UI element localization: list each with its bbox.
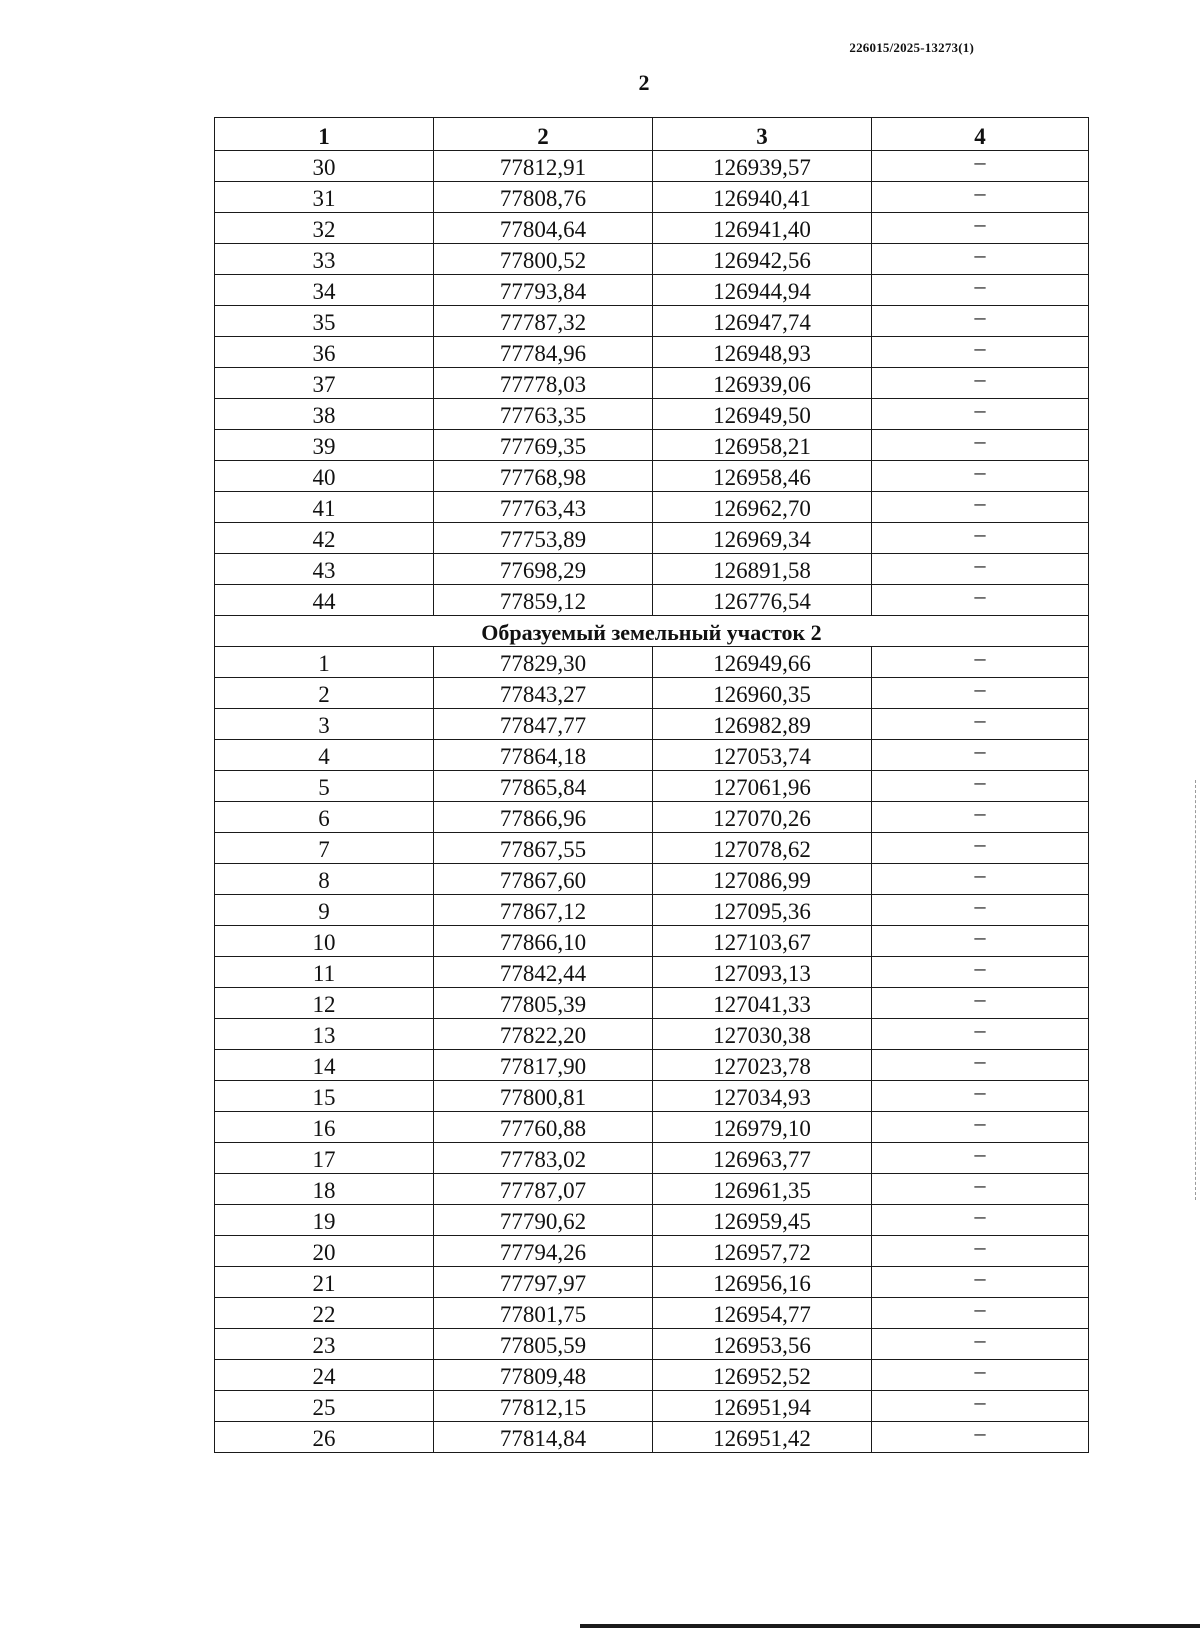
y-coordinate-cell: 126957,72: [653, 1236, 872, 1267]
point-number-cell: 7: [215, 833, 434, 864]
y-coordinate-cell: 126958,21: [653, 430, 872, 461]
y-coordinate-cell: 126959,45: [653, 1205, 872, 1236]
x-coordinate-cell: 77829,30: [434, 647, 653, 678]
point-number-cell: 35: [215, 306, 434, 337]
y-coordinate-cell: 127030,38: [653, 1019, 872, 1050]
y-coordinate-cell: 126951,42: [653, 1422, 872, 1453]
point-number-cell: 21: [215, 1267, 434, 1298]
note-cell: –: [872, 1422, 1089, 1453]
note-cell: –: [872, 1174, 1089, 1205]
x-coordinate-cell: 77769,35: [434, 430, 653, 461]
point-number-cell: 15: [215, 1081, 434, 1112]
note-cell: –: [872, 1298, 1089, 1329]
x-coordinate-cell: 77797,97: [434, 1267, 653, 1298]
note-cell: –: [872, 1267, 1089, 1298]
table-row: [215, 988, 1089, 1019]
note-cell: –: [872, 647, 1089, 678]
y-coordinate-cell: 126956,16: [653, 1267, 872, 1298]
y-coordinate-cell: 127093,13: [653, 957, 872, 988]
table-row: [215, 1267, 1089, 1298]
y-coordinate-cell: 127095,36: [653, 895, 872, 926]
point-number-cell: 6: [215, 802, 434, 833]
note-cell: –: [872, 213, 1089, 244]
section-title: Образуемый земельный участок 2: [215, 616, 1089, 647]
point-number-cell: 24: [215, 1360, 434, 1391]
y-coordinate-cell: 127078,62: [653, 833, 872, 864]
y-coordinate-cell: 126941,40: [653, 213, 872, 244]
table-section: [215, 616, 1089, 647]
note-cell: –: [872, 1360, 1089, 1391]
point-number-cell: 2: [215, 678, 434, 709]
y-coordinate-cell: 126958,46: [653, 461, 872, 492]
point-number-cell: 31: [215, 182, 434, 213]
point-number-cell: 13: [215, 1019, 434, 1050]
y-coordinate-cell: 126939,57: [653, 151, 872, 182]
note-cell: –: [872, 1081, 1089, 1112]
x-coordinate-cell: 77801,75: [434, 1298, 653, 1329]
y-coordinate-cell: 127086,99: [653, 864, 872, 895]
table-row: [215, 430, 1089, 461]
point-number-cell: 43: [215, 554, 434, 585]
y-coordinate-cell: 126947,74: [653, 306, 872, 337]
table-row: [215, 864, 1089, 895]
x-coordinate-cell: 77814,84: [434, 1422, 653, 1453]
point-number-cell: 14: [215, 1050, 434, 1081]
table-row: [215, 1112, 1089, 1143]
table-row: [215, 1081, 1089, 1112]
x-coordinate-cell: 77783,02: [434, 1143, 653, 1174]
table-row: [215, 306, 1089, 337]
note-cell: –: [872, 1329, 1089, 1360]
note-cell: –: [872, 306, 1089, 337]
table-row: [215, 1298, 1089, 1329]
column-header-4: 4: [872, 118, 1089, 151]
note-cell: –: [872, 864, 1089, 895]
table-row: [215, 1019, 1089, 1050]
note-cell: –: [872, 585, 1089, 616]
point-number-cell: 18: [215, 1174, 434, 1205]
note-cell: –: [872, 709, 1089, 740]
y-coordinate-cell: 126963,77: [653, 1143, 872, 1174]
note-cell: –: [872, 461, 1089, 492]
note-cell: –: [872, 895, 1089, 926]
x-coordinate-cell: 77809,48: [434, 1360, 653, 1391]
note-cell: –: [872, 492, 1089, 523]
y-coordinate-cell: 127034,93: [653, 1081, 872, 1112]
table-row: [215, 1329, 1089, 1360]
table-row: [215, 523, 1089, 554]
page-number: 2: [638, 70, 650, 95]
table-row: [215, 399, 1089, 430]
point-number-cell: 26: [215, 1422, 434, 1453]
note-cell: –: [872, 368, 1089, 399]
y-coordinate-cell: 126961,35: [653, 1174, 872, 1205]
point-number-cell: 30: [215, 151, 434, 182]
x-coordinate-cell: 77760,88: [434, 1112, 653, 1143]
table-row: [215, 802, 1089, 833]
x-coordinate-cell: 77768,98: [434, 461, 653, 492]
x-coordinate-cell: 77753,89: [434, 523, 653, 554]
table-row: [215, 1422, 1089, 1453]
note-cell: –: [872, 1391, 1089, 1422]
y-coordinate-cell: 126952,52: [653, 1360, 872, 1391]
point-number-cell: 25: [215, 1391, 434, 1422]
table-row: [215, 1143, 1089, 1174]
table-row: [215, 275, 1089, 306]
coordinates-table: [214, 117, 1089, 1453]
table-row: [215, 1391, 1089, 1422]
x-coordinate-cell: 77793,84: [434, 275, 653, 306]
x-coordinate-cell: 77800,81: [434, 1081, 653, 1112]
point-number-cell: 20: [215, 1236, 434, 1267]
note-cell: –: [872, 182, 1089, 213]
x-coordinate-cell: 77794,26: [434, 1236, 653, 1267]
point-number-cell: 39: [215, 430, 434, 461]
table-row: [215, 1050, 1089, 1081]
point-number-cell: 38: [215, 399, 434, 430]
x-coordinate-cell: 77804,64: [434, 213, 653, 244]
table-row: [215, 244, 1089, 275]
y-coordinate-cell: 126969,34: [653, 523, 872, 554]
note-cell: –: [872, 399, 1089, 430]
note-cell: –: [872, 554, 1089, 585]
y-coordinate-cell: 126960,35: [653, 678, 872, 709]
table-row: [215, 895, 1089, 926]
note-cell: –: [872, 1236, 1089, 1267]
x-coordinate-cell: 77787,07: [434, 1174, 653, 1205]
y-coordinate-cell: 126939,06: [653, 368, 872, 399]
point-number-cell: 3: [215, 709, 434, 740]
point-number-cell: 33: [215, 244, 434, 275]
note-cell: –: [872, 678, 1089, 709]
table-row: [215, 833, 1089, 864]
point-number-cell: 34: [215, 275, 434, 306]
table-row: [215, 771, 1089, 802]
column-header-1: 1: [215, 118, 434, 151]
table-row: [215, 957, 1089, 988]
section-row: [215, 616, 1089, 647]
note-cell: –: [872, 957, 1089, 988]
y-coordinate-cell: 126944,94: [653, 275, 872, 306]
table-header-row: [215, 118, 1089, 151]
note-cell: –: [872, 1143, 1089, 1174]
point-number-cell: 5: [215, 771, 434, 802]
x-coordinate-cell: 77763,43: [434, 492, 653, 523]
point-number-cell: 37: [215, 368, 434, 399]
point-number-cell: 17: [215, 1143, 434, 1174]
document-number: 226015/2025-13273(1): [849, 40, 974, 55]
table-row: [215, 1174, 1089, 1205]
x-coordinate-cell: 77843,27: [434, 678, 653, 709]
note-cell: –: [872, 833, 1089, 864]
y-coordinate-cell: 126982,89: [653, 709, 872, 740]
y-coordinate-cell: 127061,96: [653, 771, 872, 802]
x-coordinate-cell: 77817,90: [434, 1050, 653, 1081]
point-number-cell: 10: [215, 926, 434, 957]
x-coordinate-cell: 77812,91: [434, 151, 653, 182]
point-number-cell: 32: [215, 213, 434, 244]
x-coordinate-cell: 77800,52: [434, 244, 653, 275]
y-coordinate-cell: 126942,56: [653, 244, 872, 275]
table-row: [215, 554, 1089, 585]
table-row: [215, 678, 1089, 709]
y-coordinate-cell: 126776,54: [653, 585, 872, 616]
y-coordinate-cell: 126953,56: [653, 1329, 872, 1360]
table-row: [215, 151, 1089, 182]
x-coordinate-cell: 77790,62: [434, 1205, 653, 1236]
x-coordinate-cell: 77805,39: [434, 988, 653, 1019]
x-coordinate-cell: 77778,03: [434, 368, 653, 399]
note-cell: –: [872, 430, 1089, 461]
y-coordinate-cell: 126951,94: [653, 1391, 872, 1422]
table-row: [215, 182, 1089, 213]
scan-bottom-line: [580, 1624, 1200, 1628]
table-row: [215, 709, 1089, 740]
scan-edge-mark: [1194, 780, 1196, 1200]
table-body-bottom: [215, 647, 1089, 1453]
point-number-cell: 42: [215, 523, 434, 554]
note-cell: –: [872, 151, 1089, 182]
x-coordinate-cell: 77867,60: [434, 864, 653, 895]
y-coordinate-cell: 127041,33: [653, 988, 872, 1019]
note-cell: –: [872, 802, 1089, 833]
point-number-cell: 1: [215, 647, 434, 678]
column-header-3: 3: [653, 118, 872, 151]
x-coordinate-cell: 77866,10: [434, 926, 653, 957]
note-cell: –: [872, 523, 1089, 554]
x-coordinate-cell: 77784,96: [434, 337, 653, 368]
x-coordinate-cell: 77842,44: [434, 957, 653, 988]
point-number-cell: 41: [215, 492, 434, 523]
note-cell: –: [872, 244, 1089, 275]
table-body-top: [215, 151, 1089, 616]
point-number-cell: 40: [215, 461, 434, 492]
y-coordinate-cell: 127023,78: [653, 1050, 872, 1081]
table-row: [215, 213, 1089, 244]
y-coordinate-cell: 127053,74: [653, 740, 872, 771]
column-header-2: 2: [434, 118, 653, 151]
note-cell: –: [872, 926, 1089, 957]
table-row: [215, 740, 1089, 771]
y-coordinate-cell: 126948,93: [653, 337, 872, 368]
x-coordinate-cell: 77698,29: [434, 554, 653, 585]
y-coordinate-cell: 127103,67: [653, 926, 872, 957]
x-coordinate-cell: 77805,59: [434, 1329, 653, 1360]
note-cell: –: [872, 771, 1089, 802]
point-number-cell: 23: [215, 1329, 434, 1360]
x-coordinate-cell: 77763,35: [434, 399, 653, 430]
y-coordinate-cell: 126949,66: [653, 647, 872, 678]
point-number-cell: 9: [215, 895, 434, 926]
table-row: [215, 368, 1089, 399]
y-coordinate-cell: 126954,77: [653, 1298, 872, 1329]
point-number-cell: 4: [215, 740, 434, 771]
table-row: [215, 337, 1089, 368]
table-row: [215, 926, 1089, 957]
table-row: [215, 1360, 1089, 1391]
x-coordinate-cell: 77859,12: [434, 585, 653, 616]
note-cell: –: [872, 337, 1089, 368]
y-coordinate-cell: 126940,41: [653, 182, 872, 213]
point-number-cell: 11: [215, 957, 434, 988]
y-coordinate-cell: 126962,70: [653, 492, 872, 523]
x-coordinate-cell: 77808,76: [434, 182, 653, 213]
y-coordinate-cell: 126979,10: [653, 1112, 872, 1143]
x-coordinate-cell: 77866,96: [434, 802, 653, 833]
point-number-cell: 8: [215, 864, 434, 895]
note-cell: –: [872, 1019, 1089, 1050]
x-coordinate-cell: 77787,32: [434, 306, 653, 337]
point-number-cell: 44: [215, 585, 434, 616]
table-row: [215, 461, 1089, 492]
note-cell: –: [872, 988, 1089, 1019]
note-cell: –: [872, 275, 1089, 306]
point-number-cell: 36: [215, 337, 434, 368]
point-number-cell: 12: [215, 988, 434, 1019]
point-number-cell: 22: [215, 1298, 434, 1329]
note-cell: –: [872, 1205, 1089, 1236]
table-row: [215, 1205, 1089, 1236]
table-row: [215, 492, 1089, 523]
point-number-cell: 16: [215, 1112, 434, 1143]
y-coordinate-cell: 126891,58: [653, 554, 872, 585]
note-cell: –: [872, 740, 1089, 771]
table-row: [215, 1236, 1089, 1267]
x-coordinate-cell: 77867,12: [434, 895, 653, 926]
x-coordinate-cell: 77822,20: [434, 1019, 653, 1050]
table-row: [215, 647, 1089, 678]
table-row: [215, 585, 1089, 616]
y-coordinate-cell: 127070,26: [653, 802, 872, 833]
x-coordinate-cell: 77864,18: [434, 740, 653, 771]
point-number-cell: 19: [215, 1205, 434, 1236]
note-cell: –: [872, 1112, 1089, 1143]
x-coordinate-cell: 77865,84: [434, 771, 653, 802]
note-cell: –: [872, 1050, 1089, 1081]
x-coordinate-cell: 77847,77: [434, 709, 653, 740]
x-coordinate-cell: 77867,55: [434, 833, 653, 864]
y-coordinate-cell: 126949,50: [653, 399, 872, 430]
x-coordinate-cell: 77812,15: [434, 1391, 653, 1422]
